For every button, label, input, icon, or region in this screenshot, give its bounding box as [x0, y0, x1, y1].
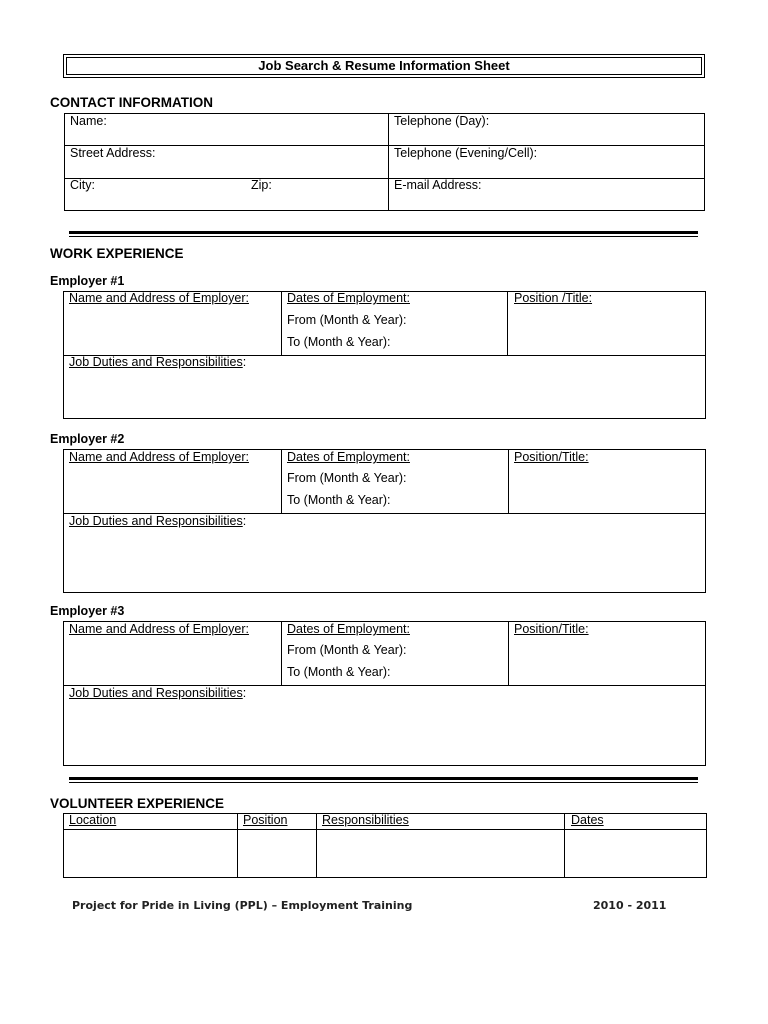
employer-1-position-label[interactable]: Position /Title: — [514, 291, 593, 305]
employer-2-label: Employer #2 — [50, 432, 125, 446]
footer-organization: Project for Pride in Living (PPL) – Employment Training — [72, 899, 413, 912]
contact-row-line — [64, 178, 705, 179]
volunteer-responsibilities-cell[interactable] — [317, 830, 564, 877]
employer-1-col-line — [507, 291, 508, 355]
employer-1-col-line — [281, 291, 282, 355]
contact-row-line — [64, 145, 705, 146]
employer-1-from-label[interactable]: From (Month & Year): — [287, 313, 407, 327]
street-address-field-label[interactable]: Street Address: — [70, 146, 156, 160]
telephone-evening-field-label[interactable]: Telephone (Evening/Cell): — [394, 146, 538, 160]
employer-1-dates-label: Dates of Employment: — [287, 291, 410, 305]
city-field-label[interactable]: City: — [70, 178, 95, 192]
employer-1-duties-label[interactable]: Job Duties and Responsibilities: — [69, 355, 247, 369]
employer-3-duties-label[interactable]: Job Duties and Responsibilities: — [69, 686, 247, 700]
employer-3-name-address-label[interactable]: Name and Address of Employer: — [69, 622, 249, 636]
volunteer-col-location: Location — [69, 813, 117, 827]
employer-3-col-line — [281, 621, 282, 685]
zip-field-label[interactable]: Zip: — [251, 178, 272, 192]
footer-years: 2010 - 2011 — [593, 899, 667, 912]
employer-1-to-label[interactable]: To (Month & Year): — [287, 335, 391, 349]
email-field-label[interactable]: E-mail Address: — [394, 178, 482, 192]
title-box — [63, 54, 705, 78]
employer-2-to-label[interactable]: To (Month & Year): — [287, 493, 391, 507]
volunteer-col-responsibilities: Responsibilities — [322, 813, 409, 827]
employer-2-col-line — [281, 449, 282, 513]
employer-2-duties-text: Job Duties and Responsibilities — [69, 514, 243, 528]
section-divider — [69, 231, 698, 234]
employer-1-label: Employer #1 — [50, 274, 125, 288]
employer-3-label: Employer #3 — [50, 604, 125, 618]
volunteer-col-dates: Dates — [571, 813, 604, 827]
employer-2-col-line — [508, 449, 509, 513]
employer-3-col-line — [508, 621, 509, 685]
employer-1-duties-text: Job Duties and Responsibilities — [69, 355, 243, 369]
volunteer-heading: VOLUNTEER EXPERIENCE — [50, 796, 225, 811]
employer-3-duties-text: Job Duties and Responsibilities — [69, 686, 243, 700]
volunteer-col-position: Position — [243, 813, 288, 827]
employer-3-position-label[interactable]: Position/Title: — [514, 622, 589, 636]
employer-2-from-label[interactable]: From (Month & Year): — [287, 471, 407, 485]
employer-3-dates-label: Dates of Employment: — [287, 622, 410, 636]
employer-2-name-address-label[interactable]: Name and Address of Employer: — [69, 450, 249, 464]
employer-2-position-label[interactable]: Position/Title: — [514, 450, 589, 464]
telephone-day-field-label[interactable]: Telephone (Day): — [394, 114, 490, 128]
employer-2-dates-label: Dates of Employment: — [287, 450, 410, 464]
volunteer-dates-cell[interactable] — [565, 830, 706, 877]
work-heading: WORK EXPERIENCE — [50, 246, 184, 261]
contact-heading: CONTACT INFORMATION — [50, 95, 213, 110]
name-field-label[interactable]: Name: — [70, 114, 107, 128]
contact-table — [64, 113, 705, 211]
section-divider — [69, 777, 698, 780]
employer-3-to-label[interactable]: To (Month & Year): — [287, 665, 391, 679]
contact-divider — [388, 113, 389, 211]
employer-3-from-label[interactable]: From (Month & Year): — [287, 643, 407, 657]
volunteer-position-cell[interactable] — [238, 830, 316, 877]
volunteer-location-cell[interactable] — [64, 830, 237, 877]
employer-2-duties-label[interactable]: Job Duties and Responsibilities: — [69, 514, 247, 528]
page-title: Job Search & Resume Information Sheet — [258, 58, 510, 73]
employer-1-name-address-label[interactable]: Name and Address of Employer: — [69, 291, 249, 305]
